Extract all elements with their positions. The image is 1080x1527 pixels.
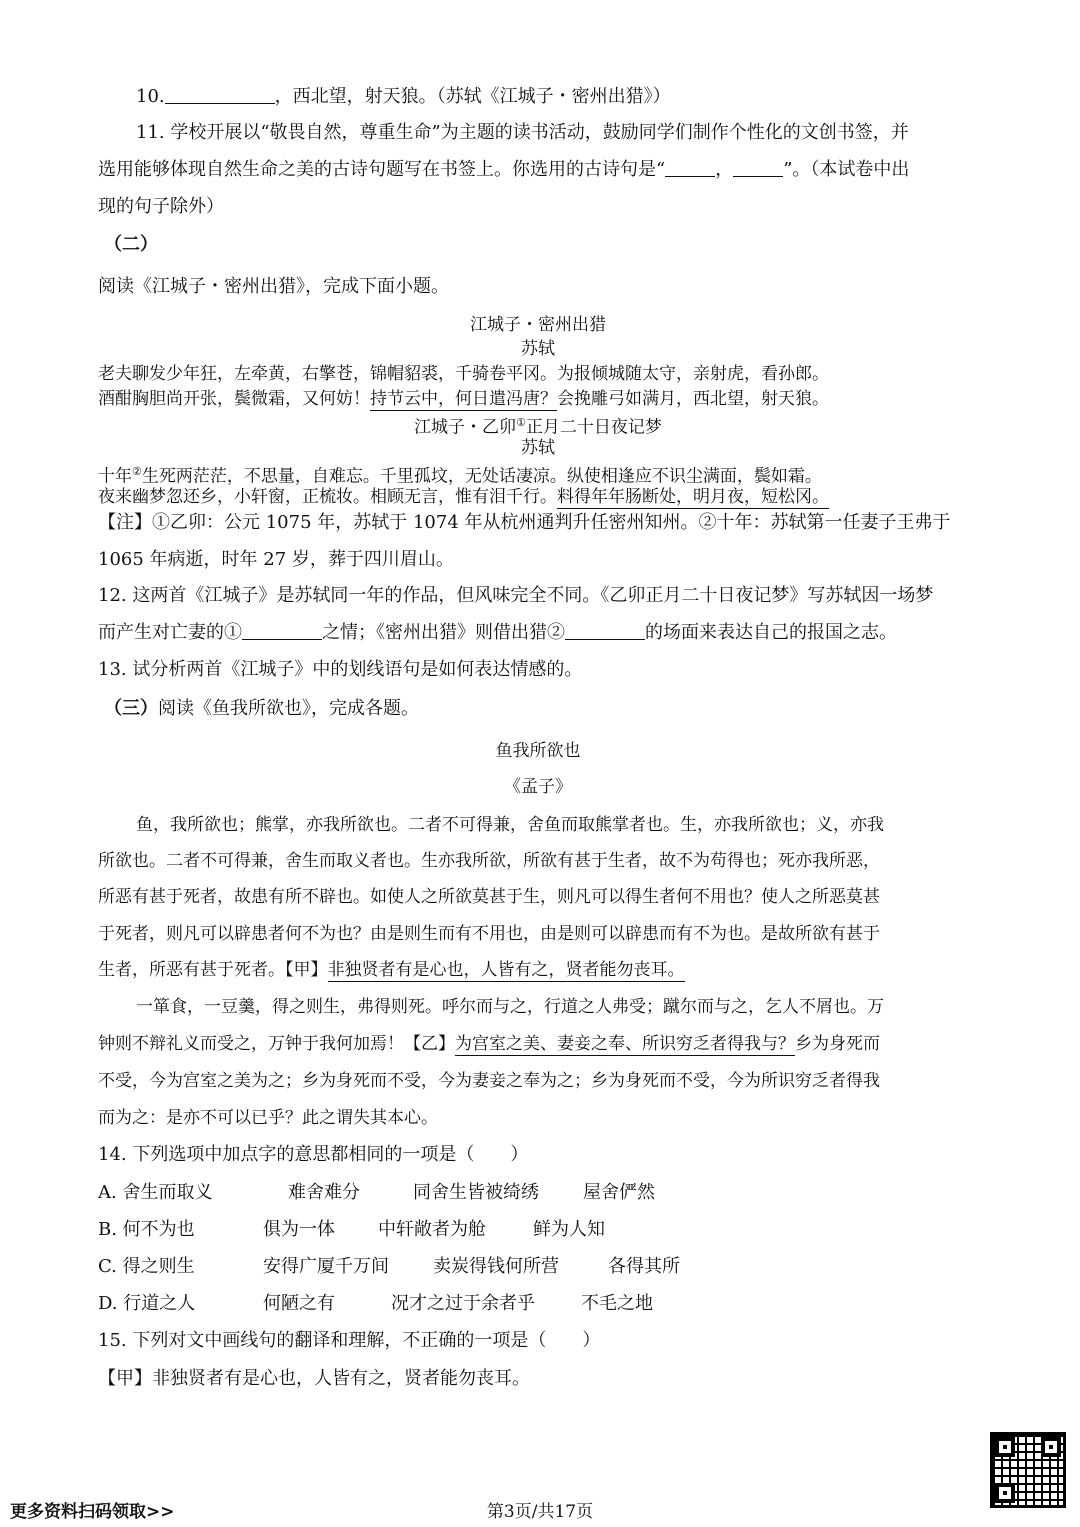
poem-2-line-1: 十年②生死两茫茫，不思量，自难忘。千里孤坟，无处话凄凉。纵使相逢应不识尘满面，鬓如霜。 — [98, 465, 822, 487]
more-resources-link[interactable]: 更多资料扫码领取>> — [10, 1502, 175, 1522]
question-11-line-2: 选用能够体现自然生命之美的古诗句题写在书签上。你选用的古诗句是“ ， ”。（本试卷中出 — [98, 159, 910, 180]
underlined-sentence: 持节云中，何日遣冯唐？ — [370, 389, 557, 409]
question-15-jia: 【甲】非独贤者有是心也，人皆有之，贤者能勿丧耳。 — [98, 1368, 530, 1389]
qr-finder-icon — [995, 1437, 1015, 1457]
section-3-heading: （三）阅读《鱼我所欲也》，完成各题。 — [104, 698, 419, 719]
section-2-intro: 阅读《江城子・密州出猎》，完成下面小题。 — [98, 276, 449, 297]
poem-1-author: 苏轼 — [521, 339, 555, 359]
passage-p1-line-5: 生者，所恶有甚于死者。【甲】非独贤者有是心也，人皆有之，贤者能勿丧耳。 — [98, 960, 685, 980]
question-14-option-a[interactable]: A. 舍生而取义 难舍难分 同舍生皆被绮绣 屋舍俨然 — [98, 1182, 655, 1203]
underlined-sentence-yi: 为宫室之美、妻妾之奉、所识穷乏者得我与？ — [455, 1034, 795, 1054]
question-11-line-1: 11. 学校开展以“敬畏自然，尊重生命”为主题的读书活动，鼓励同学们制作个性化的文创书签，并 — [136, 122, 909, 143]
poem-1-line-2: 酒酣胸胆尚开张，鬓微霜，又何妨！持节云中，何日遣冯唐？会挽雕弓如满月，西北望，射天狼。 — [98, 389, 829, 409]
passage-p1-line-4: 于死者，则凡可以辟患者何不为也？由是则生而有不用也，由是则可以辟患而有不为也。是故所欲有甚于 — [98, 924, 880, 944]
page-number: 第3页/共17页 — [486, 1502, 594, 1522]
answer-blank[interactable] — [165, 85, 275, 104]
poem-2-line-2: 夜来幽梦忽还乡，小轩窗，正梳妆。相顾无言，惟有泪千行。料得年年肠断处，明月夜，短松冈。 — [98, 487, 829, 507]
question-14-option-d[interactable]: D. 行道之人 何陋之有 况才之过于余者乎 不毛之地 — [98, 1293, 653, 1314]
question-14-option-b[interactable]: B. 何不为也 俱为一体 中轩敞者为舱 鲜为人知 — [98, 1219, 605, 1240]
passage-p1-line-2: 所欲也。二者不可得兼，舍生而取义者也。生亦我所欲，所欲有甚于生者，故不为苟得也；死亦我所恶， — [98, 851, 880, 871]
passage-author: 《孟子》 — [504, 777, 572, 797]
poem-2-title: 江城子・乙卯①正月二十日夜记梦 — [414, 416, 662, 438]
qr-finder-icon — [995, 1483, 1015, 1503]
question-10: 10. ，西北望，射天狼。（苏轼《江城子・密州出猎》） — [136, 86, 671, 107]
question-14-option-c[interactable]: C. 得之则生 安得广厦千万间 卖炭得钱何所营 各得其所 — [98, 1256, 680, 1277]
qr-finder-icon — [1041, 1437, 1061, 1457]
passage-p1-line-1: 鱼，我所欲也；熊掌，亦我所欲也。二者不可得兼，舍鱼而取熊掌者也。生，亦我所欲也；义，亦我 — [136, 815, 884, 835]
poem-1-line-1: 老夫聊发少年狂，左牵黄，右擎苍，锦帽貂裘，千骑卷平冈。为报倾城随太守，亲射虎，看孙郎。 — [98, 364, 829, 384]
passage-title: 鱼我所欲也 — [495, 741, 581, 761]
passage-p2-line-2: 钟则不辩礼义而受之，万钟于我何加焉！【乙】为宫室之美、妻妾之奉、所识穷乏者得我与？乡为身死而 — [98, 1034, 880, 1054]
question-15-stem: 15. 下列对文中画线句的翻译和理解，不正确的一项是（ ） — [98, 1330, 601, 1351]
answer-blank[interactable] — [733, 158, 783, 177]
poem-2-author: 苏轼 — [521, 438, 555, 458]
answer-blank[interactable] — [565, 621, 645, 640]
question-12-line-1: 12. 这两首《江城子》是苏轼同一年的作品，但风味完全不同。《乙卯正月二十日夜记梦》写苏轼因一场梦 — [98, 585, 934, 606]
underlined-sentence: 料得年年肠断处，明月夜，短松冈。 — [557, 487, 829, 507]
passage-p2-line-4: 而为之：是亦不可以已乎？此之谓失其本心。 — [98, 1108, 438, 1128]
question-11-line-3: 现的句子除外） — [98, 196, 224, 217]
section-2-heading: （二） — [104, 234, 158, 255]
passage-p1-line-3: 所恶有甚于死者，故患有所不辟也。如使人之所欲莫甚于生，则凡可以得生者何不用也？使人之所恶莫甚 — [98, 887, 880, 907]
note-line-1: 【注】①乙卯：公元 1075 年，苏轼于 1074 年从杭州通判升任密州知州。②十年：苏轼第一任妻子王弗于 — [98, 512, 951, 533]
question-13: 13. 试分析两首《江城子》中的划线语句是如何表达情感的。 — [98, 659, 583, 680]
answer-blank[interactable] — [242, 621, 322, 640]
poem-1-title: 江城子・密州出猎 — [470, 315, 606, 335]
underlined-sentence-jia: 非独贤者有是心也，人皆有之，贤者能勿丧耳。 — [327, 960, 685, 980]
passage-p2-line-3: 不受，今为宫室之美为之；乡为身死而不受，今为妻妾之奉为之；乡为身死而不受，今为所识穷乏者得我 — [98, 1071, 880, 1091]
qr-code-icon[interactable] — [990, 1432, 1066, 1508]
question-14-stem: 14. 下列选项中加点字的意思都相同的一项是（ ） — [98, 1144, 529, 1165]
note-line-2: 1065 年病逝，时年 27 岁，葬于四川眉山。 — [98, 549, 454, 570]
question-12-line-2: 而产生对亡妻的① 之情；《密州出猎》则借出猎② 的场面来表达自己的报国之志。 — [98, 622, 897, 643]
passage-p2-line-1: 一箪食，一豆羹，得之则生，弗得则死。呼尔而与之，行道之人弗受；蹴尔而与之，乞人不屑也。万 — [136, 997, 884, 1017]
answer-blank[interactable] — [665, 158, 715, 177]
